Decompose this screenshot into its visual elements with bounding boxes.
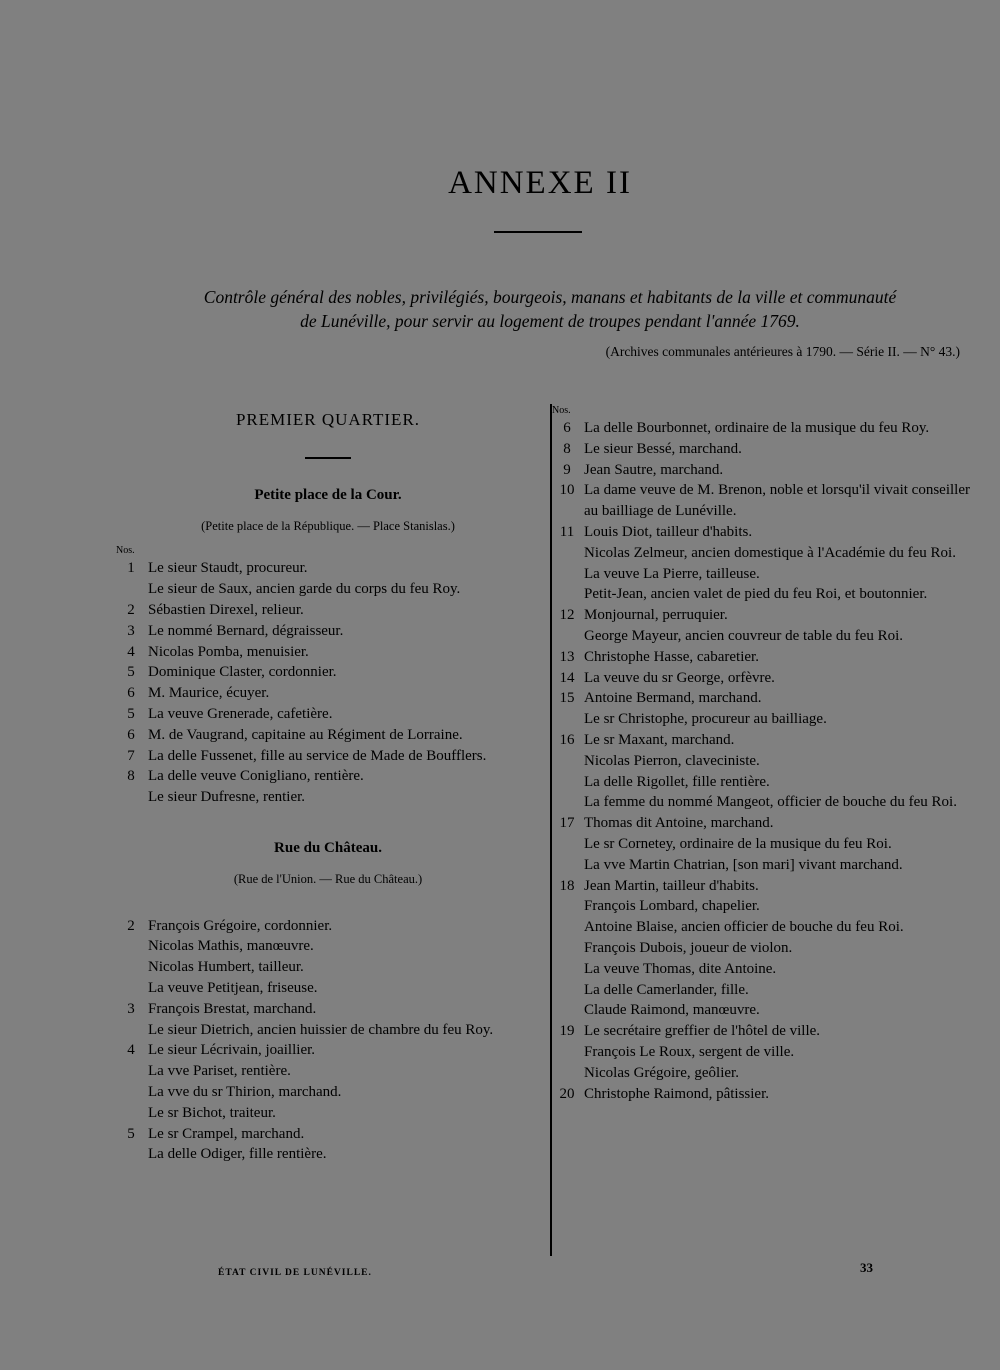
entry-text: Nicolas Humbert, tailleur.	[148, 959, 304, 976]
entry-text: Jean Martin, tailleur d'habits.	[584, 877, 759, 894]
entry-number: 5	[127, 664, 135, 681]
entry-number: 16	[559, 731, 575, 748]
entry-number: 2	[127, 601, 135, 618]
quartier-heading: PREMIER QUARTIER.	[235, 410, 421, 429]
entry-text: François Brestat, marchand.	[148, 1000, 317, 1017]
entry-text: Nicolas Mathis, manœuvre.	[148, 938, 314, 955]
entry-text: Petit-Jean, ancien valet de pied du feu Roi, et boutonnier.	[584, 586, 928, 603]
entry-number: 13	[559, 648, 575, 665]
entry-number: 6	[127, 685, 135, 702]
list-item	[552, 1042, 970, 1063]
entry-text: Nicolas Pierron, claveciniste.	[584, 752, 760, 769]
entry-number: 5	[127, 1125, 135, 1142]
entry-number: 15	[559, 690, 575, 707]
entry-text: Le sieur Bessé, marchand.	[584, 440, 742, 457]
list-item	[116, 916, 540, 937]
list-item	[552, 896, 970, 917]
entry-number: 4	[127, 1042, 135, 1059]
entry-number: 8	[563, 440, 571, 457]
entry-text: Le sieur Staudt, procureur.	[148, 560, 308, 577]
list-item	[552, 751, 970, 772]
entry-text: Claude Raimond, manœuvre.	[584, 1002, 760, 1019]
entry-text: La delle Bourbonnet, ordinaire de la musique du feu Roy.	[584, 420, 930, 436]
list-item	[116, 787, 540, 808]
list-item	[116, 978, 540, 999]
list-item	[552, 959, 970, 980]
list-item	[552, 543, 970, 564]
entry-text: François Grégoire, cordonnier.	[148, 917, 333, 934]
entry-number: 17	[559, 815, 575, 832]
list-item	[552, 564, 970, 585]
list-item	[552, 626, 970, 647]
list-item	[552, 709, 970, 730]
entry-number: 3	[127, 1000, 135, 1017]
entry-text: Le sieur Lécrivain, joaillier.	[148, 1042, 316, 1059]
list-item	[116, 1020, 540, 1041]
entry-text: Antoine Blaise, ancien officier de bouche du feu Roi.	[584, 919, 904, 936]
list-item	[552, 480, 970, 522]
list-item	[116, 766, 540, 787]
page-title: ANNEXE II	[448, 165, 632, 201]
left-column	[116, 404, 540, 1165]
entry-text: Thomas dit Antoine, marchand.	[584, 815, 774, 832]
right-column	[552, 404, 970, 1104]
list-item	[552, 834, 970, 855]
entry-number: 8	[127, 768, 135, 785]
entry-text: Monjournal, perruquier.	[584, 607, 728, 624]
entry-number: 1	[127, 560, 135, 577]
list-item	[552, 418, 970, 439]
street-heading: Rue du Château.	[274, 839, 382, 856]
list-item	[116, 600, 540, 621]
list-item	[552, 917, 970, 938]
entry-number: 20	[559, 1085, 575, 1102]
entry-text: Dominique Claster, cordonnier.	[148, 664, 337, 681]
entry-text: Antoine Bermand, marchand.	[584, 690, 762, 707]
entry-text: Jean Sautre, marchand.	[584, 461, 724, 478]
entry-number: 18	[559, 877, 575, 894]
entry-text: La veuve du sr George, orfèvre.	[584, 669, 775, 686]
entry-text: Le secrétaire greffier de l'hôtel de ville.	[584, 1023, 821, 1040]
list-item	[116, 999, 540, 1020]
entry-text: Le nommé Bernard, dégraisseur.	[148, 622, 344, 639]
intro-line-1: Contrôle général des nobles, privilégiés, bourgeois, manans et habitants de la ville et communauté	[203, 287, 897, 307]
street-heading: Petite place de la Cour.	[254, 486, 402, 503]
entry-number: 6	[127, 726, 135, 743]
entry-text: La veuve Grenerade, cafetière.	[148, 705, 333, 722]
list-item	[116, 725, 540, 746]
list-item	[116, 704, 540, 725]
entry-text: La vve Martin Chatrian, [son mari] vivant marchand.	[584, 856, 903, 873]
intro-text	[140, 285, 960, 333]
entry-number: 6	[563, 420, 571, 436]
list-item	[552, 730, 970, 751]
entry-text: Christophe Hasse, cabaretier.	[584, 648, 759, 665]
entry-number: 9	[563, 461, 571, 478]
entry-text: François Lombard, chapelier.	[584, 898, 760, 915]
list-item	[116, 1061, 540, 1082]
list-item	[552, 1000, 970, 1021]
entry-number: 10	[559, 482, 575, 499]
entry-text: Le sr Cornetey, ordinaire de la musique du feu Roi.	[584, 835, 892, 852]
entry-list	[552, 418, 970, 1104]
numbers-label: Nos.	[552, 405, 571, 416]
list-item	[552, 668, 970, 689]
entry-text: Nicolas Pomba, menuisier.	[148, 643, 309, 660]
list-item	[116, 746, 540, 767]
source-citation: (Archives communales antérieures à 1790. — Série II. — N° 43.)	[605, 344, 960, 359]
entry-text: Le sr Crampel, marchand.	[148, 1125, 305, 1142]
list-item	[116, 579, 540, 600]
list-item	[116, 558, 540, 579]
entry-text: François Dubois, joueur de violon.	[584, 939, 793, 956]
entry-text: La veuve La Pierre, tailleuse.	[584, 565, 760, 582]
list-item	[116, 936, 540, 957]
entry-text: M. de Vaugrand, capitaine au Régiment de Lorraine.	[148, 726, 463, 743]
entry-text: La delle Odiger, fille rentière.	[148, 1146, 327, 1163]
entry-text: La vve Pariset, rentière.	[148, 1063, 291, 1080]
entry-number: 11	[559, 523, 575, 540]
list-item	[116, 1103, 540, 1124]
list-item	[552, 1063, 970, 1084]
list-item	[552, 1084, 970, 1105]
list-item	[552, 439, 970, 460]
list-item	[552, 855, 970, 876]
entry-number: 5	[127, 705, 135, 722]
list-item	[552, 688, 970, 709]
list-item	[552, 813, 970, 834]
entry-text: Christophe Raimond, pâtissier.	[584, 1085, 769, 1102]
entry-text: Le sr Christophe, procureur au bailliage.	[584, 711, 827, 728]
entry-text: La dame veuve de M. Brenon, noble et lorsqu'il vivait conseiller au bailliage de Lunéville.	[584, 482, 970, 520]
entry-list	[116, 558, 540, 808]
entry-text: Nicolas Zelmeur, ancien domestique à l'Académie du feu Roi.	[584, 544, 956, 561]
entry-text: La delle veuve Conigliano, rentière.	[148, 768, 364, 785]
entry-number: 7	[127, 747, 135, 764]
numbers-label: Nos.	[116, 545, 135, 557]
entry-number: 19	[559, 1023, 575, 1040]
list-item	[116, 662, 540, 683]
entry-text: Le sieur de Saux, ancien garde du corps du feu Roy.	[148, 581, 461, 598]
list-item	[552, 1021, 970, 1042]
title-divider	[494, 231, 582, 233]
list-item	[552, 772, 970, 793]
list-item	[116, 957, 540, 978]
list-item	[552, 792, 970, 813]
list-item	[552, 605, 970, 626]
footer-signature: ÉTAT CIVIL DE LUNÉVILLE.	[218, 1268, 372, 1278]
entry-text: Sébastien Direxel, relieur.	[148, 601, 304, 618]
list-item	[116, 1082, 540, 1103]
list-item	[552, 460, 970, 481]
list-item	[116, 1040, 540, 1061]
entry-number: 14	[559, 669, 575, 686]
entry-text: Louis Diot, tailleur d'habits.	[584, 523, 753, 540]
list-item	[116, 1124, 540, 1145]
entry-text: Le sieur Dietrich, ancien huissier de chambre du feu Roy.	[148, 1021, 494, 1038]
entry-text: Le sieur Dufresne, rentier.	[148, 789, 306, 806]
list-item	[552, 522, 970, 543]
list-item	[552, 980, 970, 1001]
street-subtitle: (Petite place de la République. — Place Stanislas.)	[201, 518, 455, 533]
entry-text: George Mayeur, ancien couvreur de table du feu Roi.	[584, 627, 903, 644]
quartier-divider	[305, 457, 351, 459]
entry-text: La delle Rigollet, fille rentière.	[584, 773, 770, 790]
list-item	[116, 1144, 540, 1165]
street-subtitle: (Rue de l'Union. — Rue du Château.)	[233, 871, 423, 886]
entry-text: La veuve Petitjean, friseuse.	[148, 979, 318, 996]
entry-number: 3	[127, 622, 135, 639]
list-item	[116, 621, 540, 642]
entry-text: La delle Fussenet, fille au service de Made de Boufflers.	[148, 747, 487, 764]
entry-text: La vve du sr Thirion, marchand.	[148, 1083, 342, 1100]
entry-list	[116, 916, 540, 1166]
list-item	[552, 876, 970, 897]
entry-text: Nicolas Grégoire, geôlier.	[584, 1064, 739, 1081]
entry-text: La femme du nommé Mangeot, officier de bouche du feu Roi.	[584, 794, 957, 811]
list-item	[116, 642, 540, 663]
entry-number: 2	[127, 917, 135, 934]
entry-text: La veuve Thomas, dite Antoine.	[584, 960, 777, 977]
page-number: 33	[860, 1260, 873, 1275]
list-item	[552, 938, 970, 959]
entry-text: Le sr Maxant, marchand.	[584, 731, 735, 748]
entry-text: Le sr Bichot, traiteur.	[148, 1104, 276, 1121]
list-item	[552, 647, 970, 668]
entry-text: M. Maurice, écuyer.	[148, 685, 270, 702]
intro-line-2: de Lunéville, pour servir au logement de troupes pendant l'année 1769.	[300, 311, 800, 331]
list-item	[552, 584, 970, 605]
entry-number: 12	[559, 607, 575, 624]
entry-text: La delle Camerlander, fille.	[584, 981, 749, 998]
list-item	[116, 683, 540, 704]
entry-text: François Le Roux, sergent de ville.	[584, 1043, 795, 1060]
entry-number: 4	[127, 643, 135, 660]
